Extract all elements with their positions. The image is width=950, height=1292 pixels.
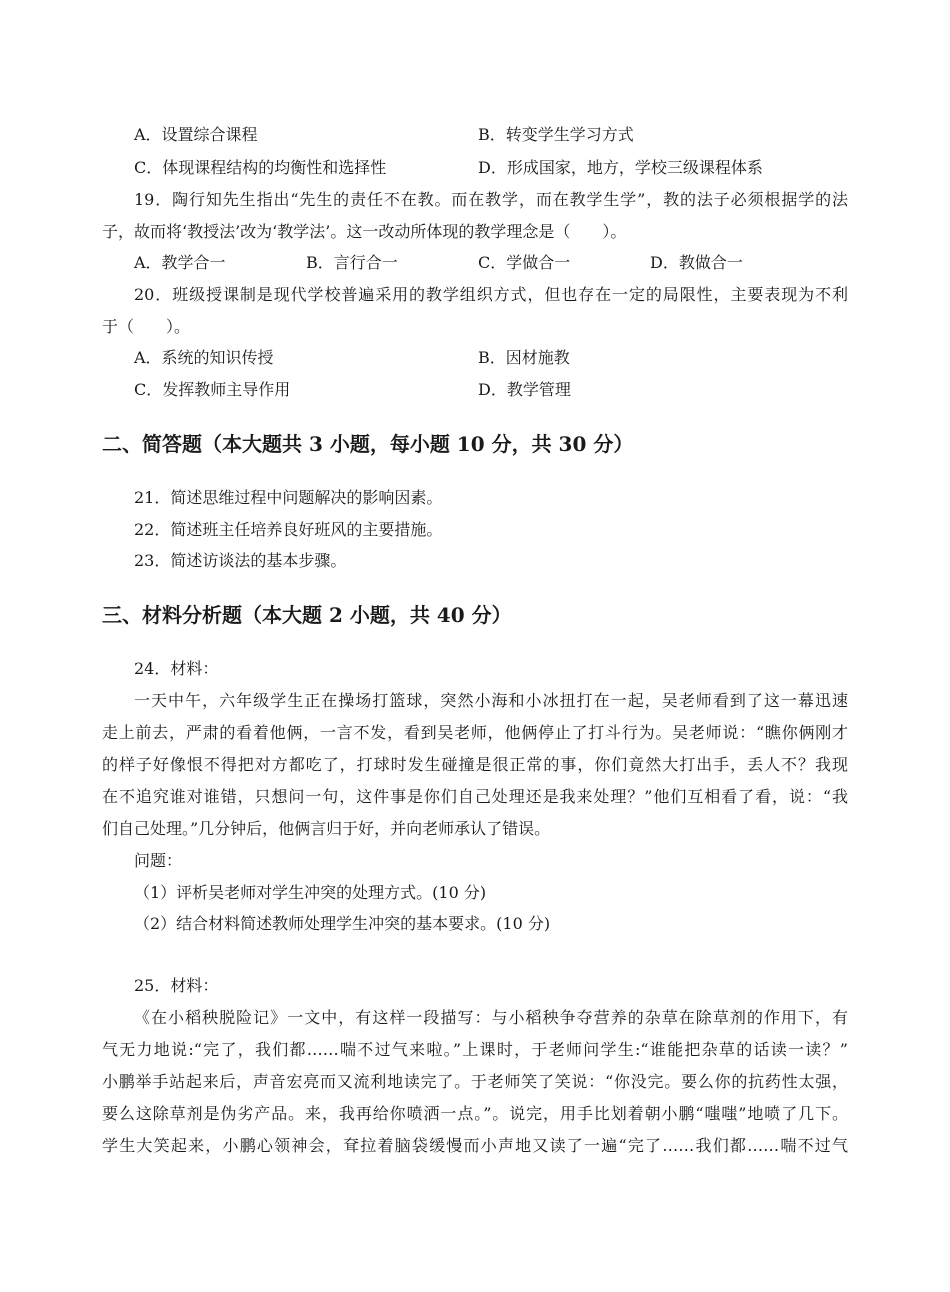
q25-head: 25．材料： — [134, 976, 219, 995]
q19-option-d: D．教做合一 — [650, 253, 743, 272]
q22-text: 22．简述班主任培养良好班风的主要措施。 — [134, 520, 443, 539]
q19-option-c: C．学做合一 — [478, 253, 571, 272]
q19-option-a: A．教学合一 — [134, 253, 226, 272]
q25-material-line1: 《在小稻秧脱险记》一文中，有这样一段描写：与小稻秧争夺营养的杂草在除草剂的作用下，有 — [134, 1008, 848, 1027]
q24-material-line4: 在不追究谁对谁错，只想问一句，这件事是你们自己处理还是我来处理？”他们互相看了看，说：“我 — [102, 787, 848, 806]
q18-option-c: C．体现课程结构的均衡性和选择性 — [134, 158, 387, 177]
q20-stem-line1: 20．班级授课制是现代学校普遍采用的教学组织方式，但也存在一定的局限性，主要表现为不利 — [134, 285, 848, 304]
q18-option-b: B．转变学生学习方式 — [478, 125, 634, 144]
q19-stem-line2: 子，故而将‘教授法’改为‘教学法’。这一改动所体现的教学理念是（ ）。 — [102, 222, 627, 241]
q20-option-d: D．教学管理 — [478, 380, 571, 399]
section3-heading: 三、材料分析题（本大题 2 小题，共 40 分） — [102, 603, 512, 627]
q24-material-line2: 走上前去，严肃的看着他俩，一言不发，看到吴老师，他俩停止了打斗行为。吴老师说：“瞧你俩刚才 — [102, 723, 848, 742]
q20-stem-line2: 于（ ）。 — [102, 317, 191, 336]
q18-option-a: A．设置综合课程 — [134, 125, 258, 144]
q18-option-d: D．形成国家，地方，学校三级课程体系 — [478, 158, 763, 177]
q23-text: 23．简述访谈法的基本步骤。 — [134, 551, 347, 570]
q24-material-line3: 的样子好像恨不得把对方都吃了，打球时发生碰撞是很正常的事，你们竟然大打出手，丢人不？我现 — [102, 755, 848, 774]
q24-subquestion-1: （1）评析吴老师对学生冲突的处理方式。(10 分) — [134, 883, 487, 902]
q19-stem-line1: 19．陶行知先生指出“先生的责任不在教。而在教学，而在教学生学”，教的法子必须根据学的法 — [134, 190, 848, 209]
q20-option-a: A．系统的知识传授 — [134, 348, 274, 367]
q25-material-line3: 小鹏举手站起来后，声音宏亮而又流利地读完了。于老师笑了笑说：“你没完。要么你的抗药性太强， — [102, 1072, 848, 1091]
q24-head: 24．材料： — [134, 659, 219, 678]
q20-option-b: B．因材施教 — [478, 348, 570, 367]
section2-heading: 二、简答题（本大题共 3 小题，每小题 10 分，共 30 分） — [102, 432, 634, 456]
q20-option-c: C．发挥教师主导作用 — [134, 380, 291, 399]
q25-material-line5: 学生大笑起来，小鹏心领神会，耷拉着脑袋缓慢而小声地又读了一遍“完了……我们都……喘不过气 — [102, 1136, 848, 1155]
q19-option-b: B．言行合一 — [306, 253, 398, 272]
q24-subquestion-2: （2）结合材料简述教师处理学生冲突的基本要求。(10 分) — [134, 914, 551, 933]
q24-material-line5: 们自己处理。”几分钟后，他俩言归于好，并向老师承认了错误。 — [102, 819, 551, 838]
q24-question-label: 问题： — [134, 851, 183, 870]
q24-material-line1: 一天中午，六年级学生正在操场打篮球，突然小海和小冰扭打在一起，吴老师看到了这一幕迅速 — [134, 691, 848, 710]
q21-text: 21．简述思维过程中问题解决的影响因素。 — [134, 488, 443, 507]
q25-material-line2: 气无力地说:“完了，我们都……喘不过气来啦。”上课时，于老师问学生:“谁能把杂草的话读一读？” — [102, 1040, 848, 1059]
q25-material-line4: 要么这除草剂是伪劣产品。来，我再给你喷洒一点。”。说完，用手比划着朝小鹏“嗤嗤”地喷了几下。 — [102, 1104, 848, 1123]
